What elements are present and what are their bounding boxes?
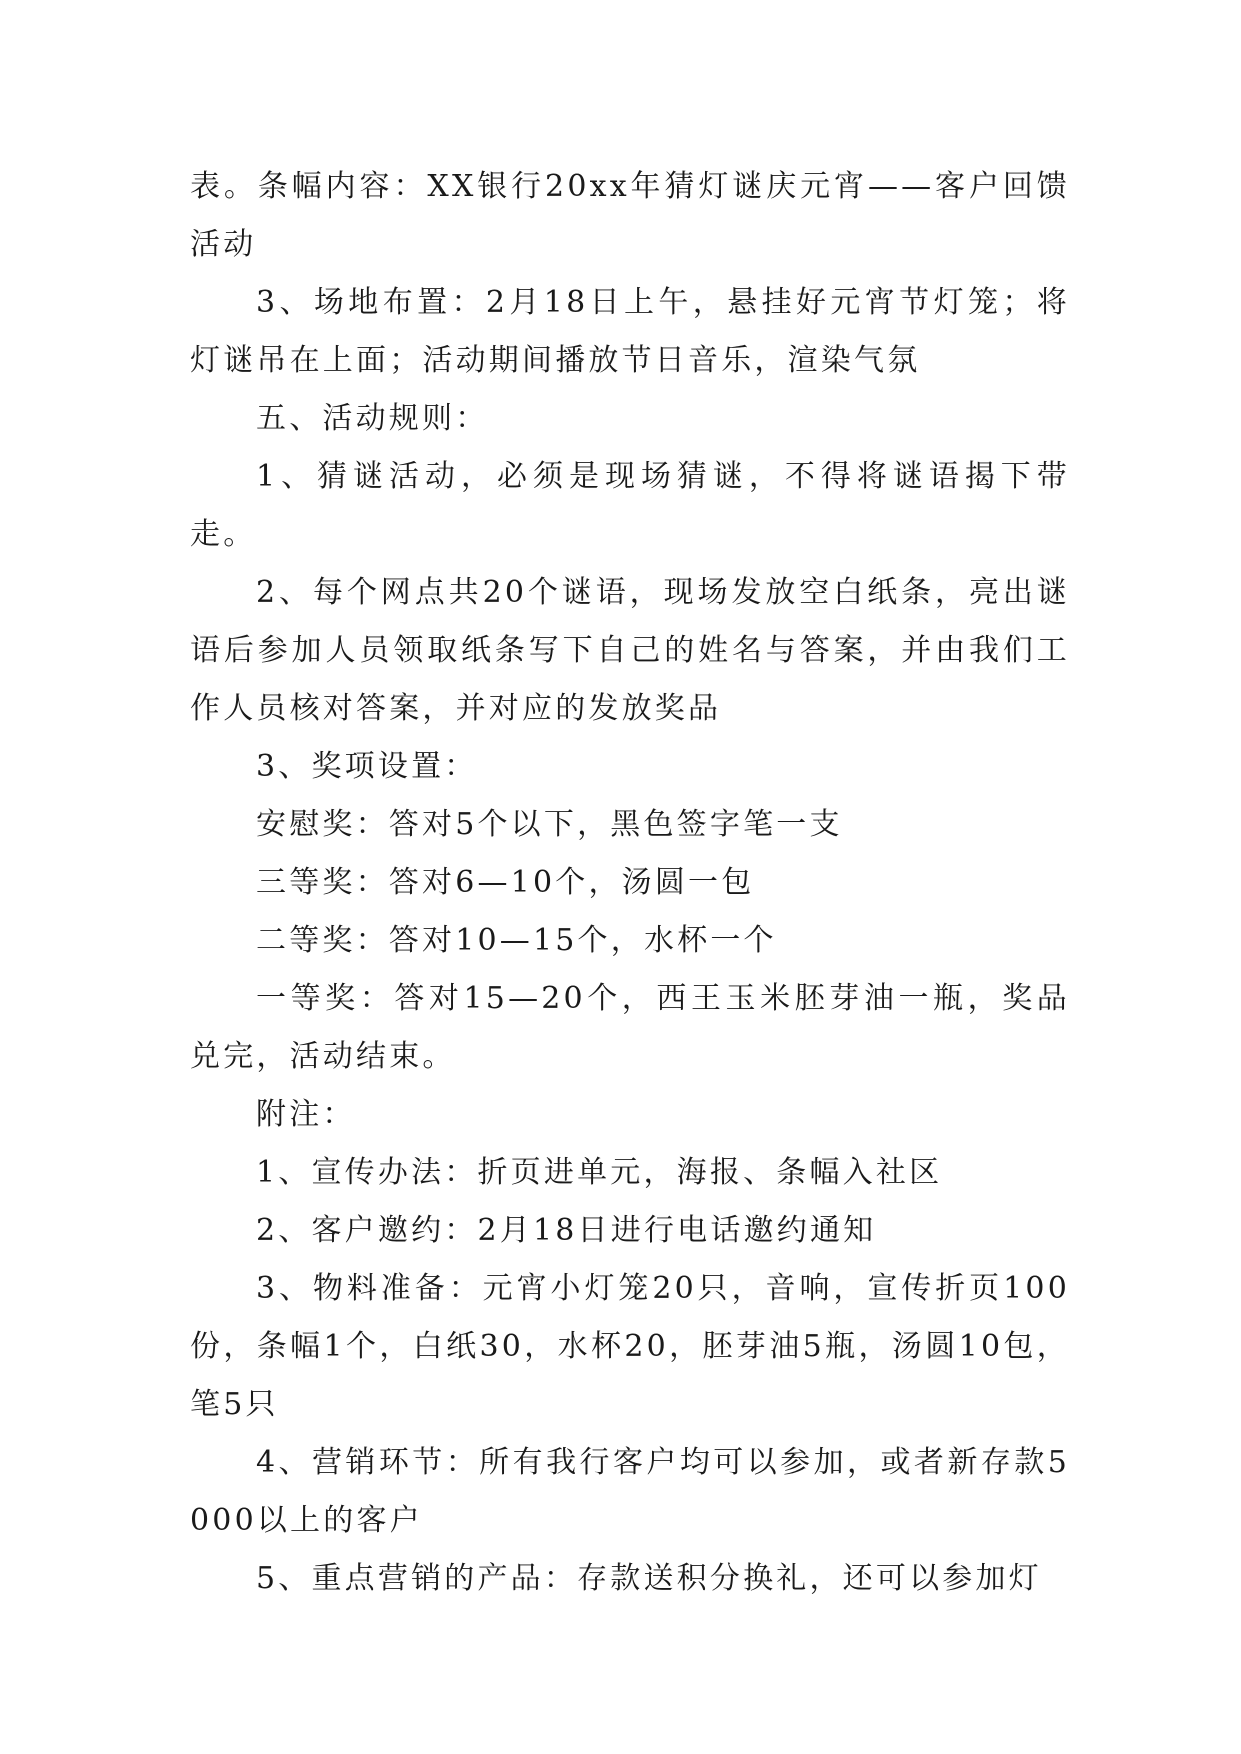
section-heading-notes: 附注： — [256, 1097, 356, 1132]
paragraph-second-prize: 二等奖：答对10—15个，水杯一个 — [256, 923, 777, 958]
document-body — [190, 158, 1070, 1608]
paragraph-first-prize: 一等奖：答对15—20个，西王玉米胚芽油一瓶，奖品兑完，活动结束。 — [190, 981, 1070, 1074]
section-heading-rules: 五、活动规则： — [256, 401, 489, 436]
paragraph-rule-1: 1、猜谜活动，必须是现场猜谜，不得将谜语揭下带走。 — [190, 459, 1070, 552]
paragraph-note-invitation: 2、客户邀约：2月18日进行电话邀约通知 — [256, 1213, 877, 1248]
paragraph-note-promotion: 1、宣传办法：折页进单元，海报、条幅入社区 — [256, 1155, 943, 1190]
paragraph-prize-setup: 3、奖项设置： — [256, 749, 478, 784]
paragraph-note-key-products: 5、重点营销的产品：存款送积分换礼，还可以参加灯 — [256, 1561, 1042, 1596]
paragraph-banner-content: 表。条幅内容：XX银行20xx年猜灯谜庆元宵——客户回馈活动 — [190, 169, 1070, 262]
paragraph-rule-2: 2、每个网点共20个谜语，现场发放空白纸条，亮出谜语后参加人员领取纸条写下自己的姓名与答案，并由我们工作人员核对答案，并对应的发放奖品 — [190, 575, 1070, 726]
paragraph-venue-setup: 3、场地布置：2月18日上午，悬挂好元宵节灯笼；将灯谜吊在上面；活动期间播放节日音乐，渲染气氛 — [190, 285, 1070, 378]
paragraph-note-marketing: 4、营销环节：所有我行客户均可以参加，或者新存款5000以上的客户 — [190, 1445, 1070, 1538]
paragraph-note-materials: 3、物料准备：元宵小灯笼20只，音响，宣传折页100份，条幅1个，白纸30，水杯20，胚芽油5瓶，汤圆10包，笔5只 — [190, 1271, 1070, 1422]
paragraph-consolation-prize: 安慰奖：答对5个以下，黑色签字笔一支 — [256, 807, 843, 842]
paragraph-third-prize: 三等奖：答对6—10个，汤圆一包 — [256, 865, 755, 900]
